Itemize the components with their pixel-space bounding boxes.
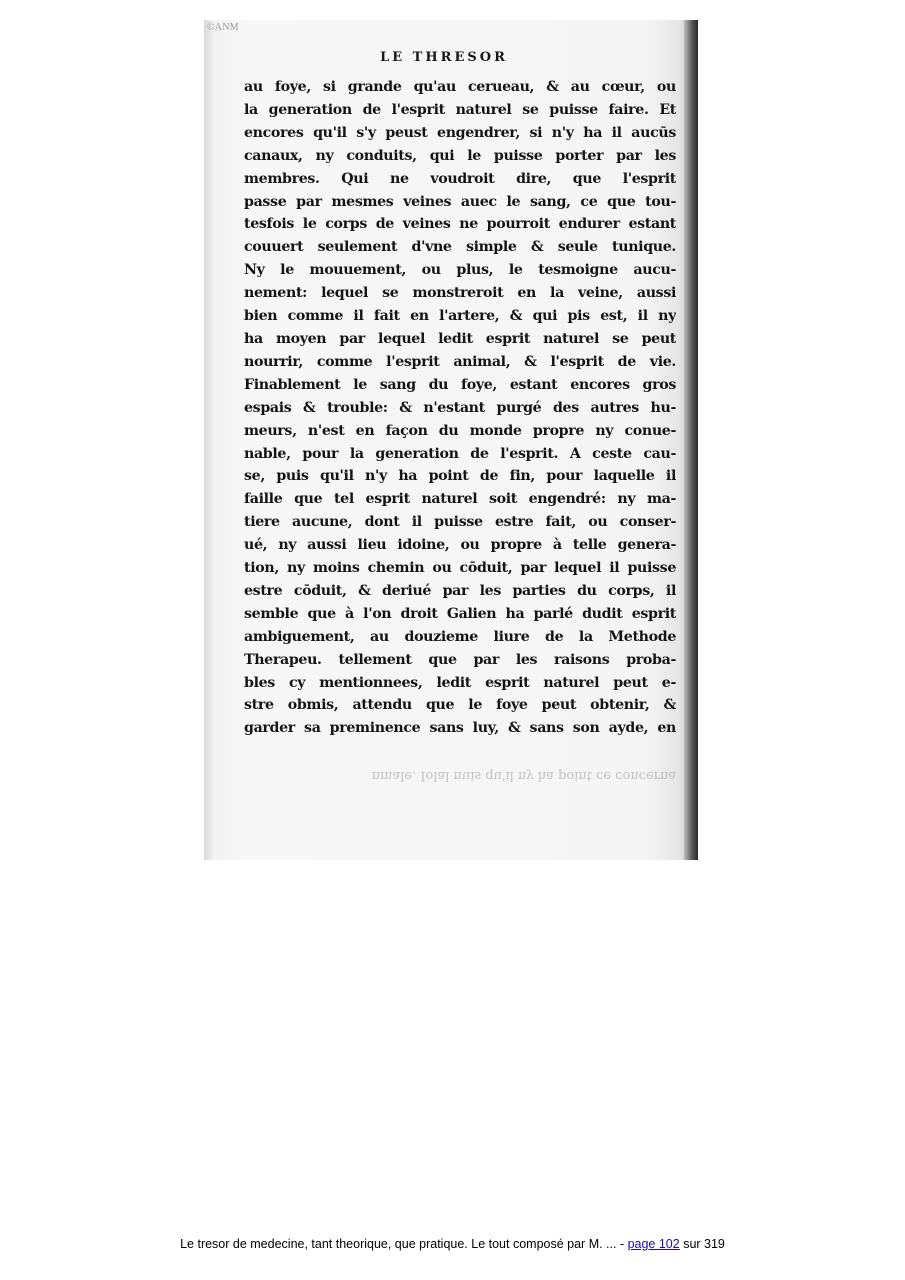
text-line: au foye, si grande qu'au cerueau, & au cœur, ou	[244, 79, 676, 95]
text-line: espais & trouble: & n'estant purgé des autres hu-	[244, 399, 676, 416]
text-line: nourrir, comme l'esprit animal, & l'esprit de vie.	[244, 353, 676, 370]
text-line: Therapeu. tellement que par les raisons proba-	[244, 651, 676, 668]
watermark: ©ANM	[207, 22, 239, 33]
text-line: garder sa preminence sans luy, & sans son ayde, en	[244, 720, 676, 737]
text-line: passe par mesmes veines auec le sang, ce que tou-	[244, 193, 676, 210]
body-text	[244, 76, 676, 740]
text-line: tiere aucune, dont il puisse estre fait, ou conser-	[244, 514, 676, 531]
text-line: ambiguement, au douzieme liure de la Methode	[244, 628, 676, 645]
text-line: meurs, n'est en façon du monde propre ny conue-	[244, 422, 676, 439]
text-line: faille que tel esprit naturel soit engendré: ny ma-	[244, 491, 676, 508]
text-line: bles cy mentionnees, ledit esprit naturel peut e-	[244, 674, 676, 691]
text-line: membres. Qui ne voudroit dire, que l'esprit	[244, 170, 676, 187]
page-link[interactable]: page 102	[627, 1237, 680, 1251]
text-line: Ny le mouuement, ou plus, le tesmoigne aucu-	[244, 262, 676, 279]
text-line: ha moyen par lequel ledit esprit naturel se peut	[244, 330, 676, 347]
text-line: nement: lequel se monstreroit en la veine, aussi	[244, 285, 676, 302]
footer-title: Le tresor de medecine, tant theorique, que pratique. Le tout composé par M. ... -	[180, 1237, 628, 1251]
text-line: canaux, ny conduits, qui le puisse porter par les	[244, 147, 676, 164]
text-line: stre obmis, attendu que le foye peut obtenir, &	[244, 697, 676, 714]
page-gutter-shadow	[684, 20, 698, 860]
text-line: couuert seulement d'vne simple & seule tunique.	[244, 239, 676, 256]
text-line: semble que à l'on droit Galien ha parlé dudit esprit	[244, 605, 676, 622]
text-line: tesfois le corps de veines ne pourroit endurer estant	[244, 216, 676, 233]
text-line: la generation de l'esprit naturel se puisse faire. Et	[244, 101, 676, 118]
show-through-bleed: nmale. Iolal nuis qu'il ny ha point ce concerna	[371, 768, 676, 783]
text-line: tion, ny moins chemin ou cōduit, par lequel il puisse	[244, 560, 676, 577]
text-line: nable, pour la generation de l'esprit. A ceste cau-	[244, 445, 676, 462]
footer-page-total: sur 319	[679, 1237, 725, 1251]
text-line: estre cōduit, & deriué par les parties du corps, il	[244, 582, 676, 599]
page-footer	[0, 1237, 905, 1251]
text-line: bien comme il fait en l'artere, & qui pis est, il ny	[244, 308, 676, 325]
text-line: Finablement le sang du foye, estant encores gros	[244, 376, 676, 393]
scanned-page	[204, 20, 698, 860]
running-head: LE THRESOR	[380, 50, 508, 65]
text-line: ué, ny aussi lieu idoine, ou propre à telle genera-	[244, 537, 676, 554]
text-line: se, puis qu'il n'y ha point de fin, pour laquelle il	[244, 468, 676, 485]
text-line: encores qu'il s'y peust engendrer, si n'y ha il aucūs	[244, 124, 676, 141]
